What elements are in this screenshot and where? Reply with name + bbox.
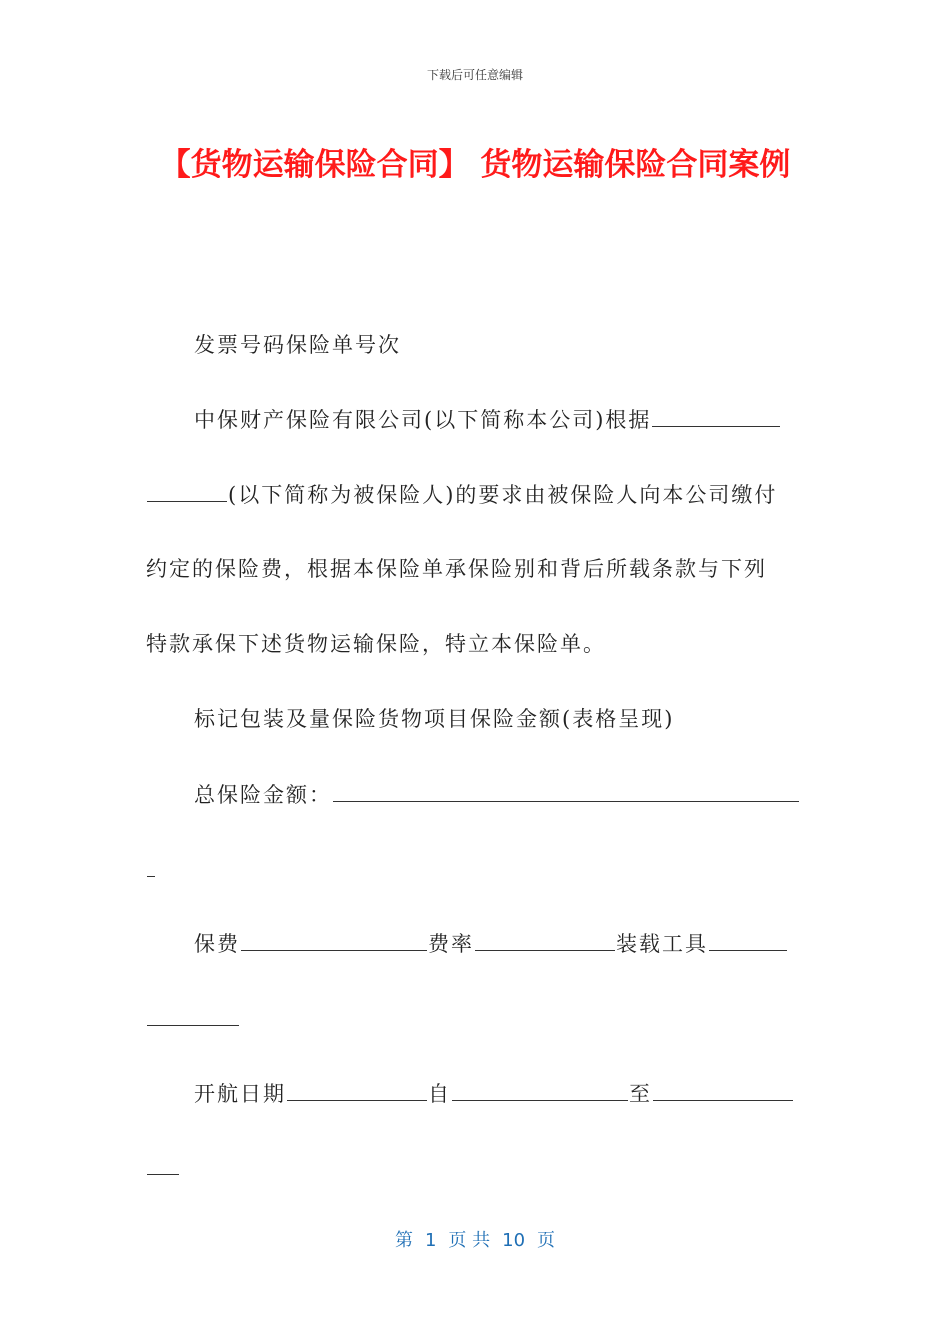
premium-terms-text: 约定的保险费，根据本保险单承保险别和背后所载条款与下列 xyxy=(146,557,767,581)
insured-name-blank-2 xyxy=(147,479,227,502)
paragraph-company xyxy=(194,404,802,435)
page-total: 10 xyxy=(502,1230,526,1251)
sailing-date-label: 开航日期 xyxy=(194,1082,286,1106)
page-number: 1 xyxy=(424,1230,437,1251)
sailing-date-blank xyxy=(287,1078,427,1101)
paragraph-total-amount-cont xyxy=(146,854,802,885)
document-title: 【货物运输保险合同】 货物运输保险合同案例 xyxy=(159,147,791,183)
header-note: 下载后可任意编辑 xyxy=(426,68,523,82)
destination-blank-cont xyxy=(147,1152,179,1175)
to-label: 至 xyxy=(629,1082,652,1106)
invoice-number-label: 发票号码保险单号次 xyxy=(194,333,401,357)
company-text: 中保财产保险有限公司(以下简称本公司)根据 xyxy=(194,408,652,432)
from-label: 自 xyxy=(428,1082,451,1106)
paragraph-premium-terms xyxy=(146,554,802,584)
paragraph-conveyance-cont xyxy=(146,1003,802,1034)
premium-label: 保费 xyxy=(194,932,240,956)
total-amount-label: 总保险金额： xyxy=(194,783,332,807)
to-blank xyxy=(653,1078,793,1101)
conveyance-blank xyxy=(709,928,787,951)
paragraph-total-amount xyxy=(194,779,802,810)
from-blank xyxy=(452,1078,628,1101)
paragraph-premium-rate xyxy=(194,928,802,959)
paragraph-insured xyxy=(146,479,802,510)
insured-name-blank-1 xyxy=(652,404,780,427)
paragraph-special-terms xyxy=(146,629,802,659)
special-terms-text: 特款承保下述货物运输保险，特立本保险单。 xyxy=(146,632,606,656)
total-amount-blank xyxy=(333,779,799,802)
paragraph-goods-table xyxy=(194,704,802,734)
page-prefix: 第 xyxy=(394,1230,413,1251)
paragraph-invoice-number xyxy=(194,330,802,360)
page-mid: 页 共 xyxy=(448,1230,491,1251)
paragraph-destination-cont xyxy=(146,1152,802,1183)
insured-text: (以下简称为被保险人)的要求由被保险人向本公司缴付 xyxy=(228,483,778,507)
goods-table-text: 标记包装及量保险货物项目保险金额(表格呈现) xyxy=(194,707,675,731)
page-suffix: 页 xyxy=(537,1230,556,1251)
total-amount-blank-cont xyxy=(147,854,155,877)
rate-label: 费率 xyxy=(428,932,474,956)
conveyance-blank-cont xyxy=(147,1003,239,1026)
conveyance-label: 装载工具 xyxy=(616,932,708,956)
rate-blank xyxy=(475,928,615,951)
page-footer xyxy=(0,1226,950,1252)
paragraph-sailing-date xyxy=(194,1078,802,1109)
premium-blank xyxy=(241,928,427,951)
